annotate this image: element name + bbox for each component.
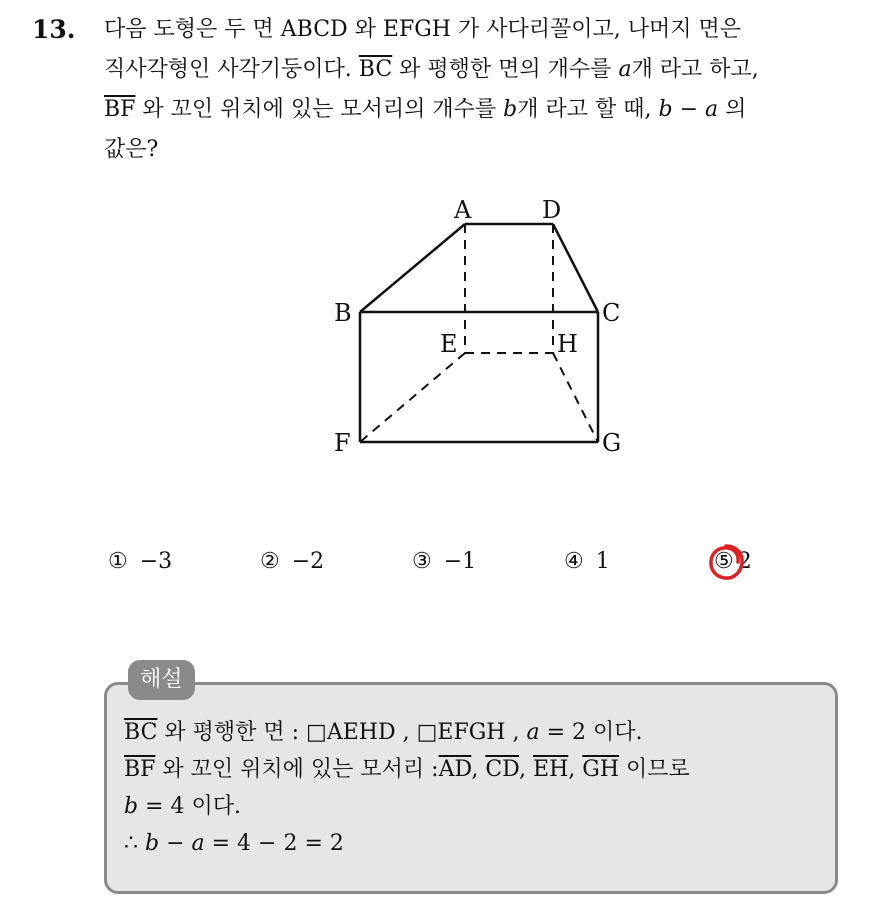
- choice-3[interactable]: [412, 540, 476, 584]
- question-line-2: [104, 50, 864, 90]
- choice-value: 1: [595, 549, 610, 574]
- s-text-segment: 와 꼬인 위치에 있는 모서리 :: [155, 757, 439, 782]
- q-text-segment: 직사각형인 사각기둥이다.: [104, 57, 359, 82]
- separator: ,: [568, 757, 583, 782]
- variable-a: a: [526, 720, 540, 745]
- question-number: 13.: [32, 15, 76, 44]
- answer-choices: [108, 540, 808, 584]
- answer-circle-icon: [706, 542, 746, 582]
- q-text-segment: 개 라고 하고,: [631, 57, 759, 82]
- question-line-1: 다음 도형은 두 면 ABCD 와 EFGH 가 사다리꼴이고, 나머지 면은: [104, 17, 741, 42]
- solution-body: [124, 714, 824, 862]
- choice-marker: ③: [412, 549, 432, 574]
- variable-a: a: [618, 57, 632, 82]
- solution-tab: 해설: [128, 660, 195, 700]
- choice-4[interactable]: [564, 540, 610, 584]
- edge-ef: [360, 353, 465, 442]
- s-text-segment: = 4 이다.: [138, 794, 242, 819]
- s-text-segment: = 2 이다.: [539, 720, 643, 745]
- therefore-symbol: ∴: [124, 831, 145, 856]
- choice-5[interactable]: [714, 540, 752, 584]
- segment-bc: $\overline{BC}$: [358, 57, 393, 82]
- q-text-segment: 와 평행한 면의 개수를: [392, 57, 619, 82]
- solution-line-2: [124, 751, 824, 788]
- choice-1[interactable]: [108, 540, 172, 584]
- solution-line-1: [124, 714, 824, 751]
- label-h: H: [557, 330, 578, 358]
- solution-line-3: [124, 788, 824, 825]
- segment-bf: $\overline{BF}$: [104, 97, 136, 122]
- question-text: [104, 10, 864, 170]
- label-a: A: [454, 196, 472, 224]
- prism-diagram: [320, 190, 640, 470]
- label-e: E: [440, 330, 458, 358]
- label-f: F: [334, 429, 351, 457]
- choice-marker: ②: [260, 549, 280, 574]
- label-g: G: [602, 429, 622, 457]
- s-text-segment: 와 평행한 면 : □AEHD , □EFGH ,: [157, 720, 527, 745]
- edge-hg: [553, 353, 598, 442]
- choice-marker: ⑤: [714, 549, 734, 574]
- choice-marker: ④: [564, 549, 584, 574]
- choice-2[interactable]: [260, 540, 324, 584]
- q-text-segment: 개 라고 할 때,: [517, 97, 659, 122]
- expression-b-minus-a: b − a: [658, 97, 719, 122]
- choice-value: −3: [139, 549, 173, 574]
- variable-b: b: [124, 794, 139, 819]
- segment-bf: $\overline{BF}$: [124, 757, 156, 782]
- choice-value: −2: [291, 549, 325, 574]
- choice-value: −1: [443, 549, 477, 574]
- q-text-segment: 의: [718, 97, 747, 122]
- edge-ab: [360, 224, 465, 312]
- label-b: B: [334, 299, 352, 327]
- segment-ad: $\overline{AD}$: [438, 757, 472, 782]
- segment-eh: $\overline{EH}$: [533, 757, 569, 782]
- question-line-4: 값은?: [104, 137, 159, 162]
- segment-gh: $\overline{GH}$: [582, 757, 620, 782]
- segment-bc: $\overline{BC}$: [124, 720, 158, 745]
- label-c: C: [602, 299, 621, 327]
- expression-b-minus-a: b − a: [145, 831, 205, 856]
- choice-value: 2: [737, 549, 752, 574]
- q-text-segment: 와 꼬인 위치에 있는 모서리의 개수를: [135, 97, 504, 122]
- variable-b: b: [503, 97, 518, 122]
- s-text-segment: 이므로: [619, 757, 690, 782]
- segment-cd: $\overline{CD}$: [485, 757, 520, 782]
- question-line-3: [104, 90, 864, 130]
- label-d: D: [542, 196, 562, 224]
- prism-figure: [320, 190, 640, 470]
- edge-dc: [553, 224, 598, 312]
- separator: ,: [471, 757, 486, 782]
- separator: ,: [519, 757, 534, 782]
- solution-line-4: [124, 825, 824, 862]
- choice-marker: ①: [108, 549, 128, 574]
- s-text-segment: = 4 − 2 = 2: [204, 831, 344, 856]
